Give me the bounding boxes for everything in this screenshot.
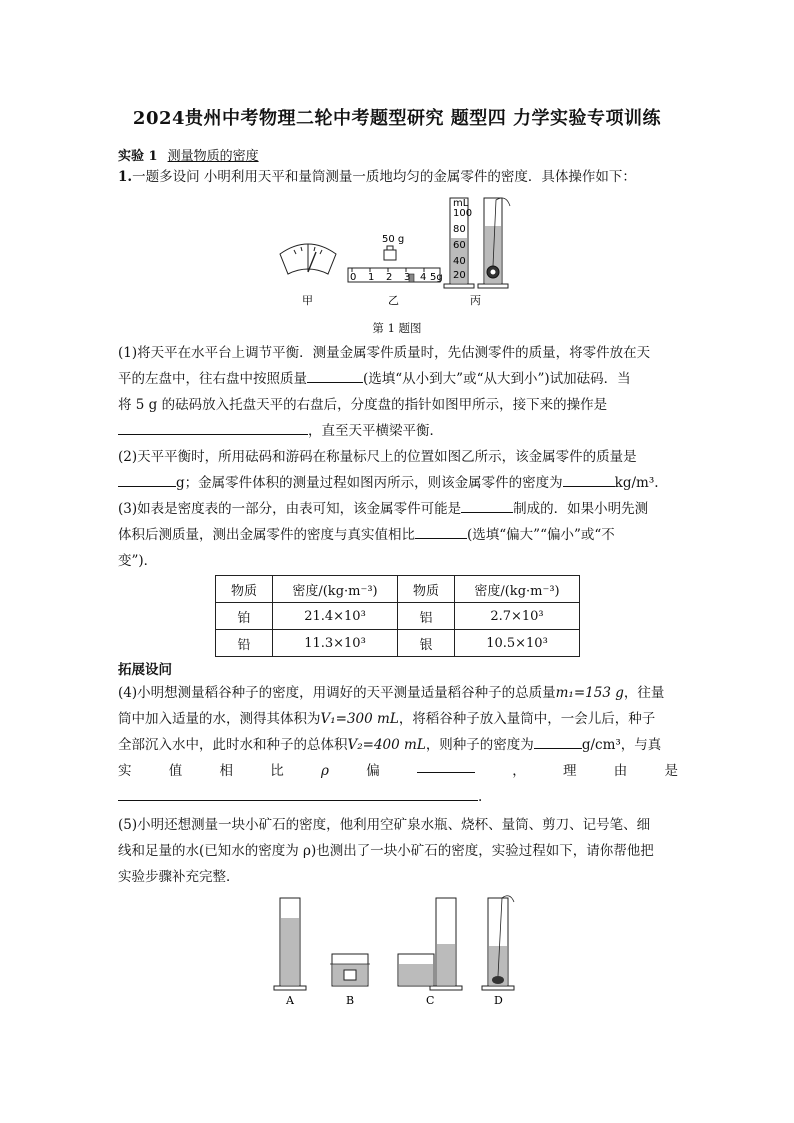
part-1-text: (选填“从小到大”或“从大到小”)试加砝码．当 (363, 371, 631, 387)
page-title: 2024贵州中考物理二轮中考题型研究 题型四 力学实验专项训练 (132, 108, 662, 129)
part-4-text: ，将稻谷种子放入量筒中，一会儿后，种子 (398, 711, 656, 727)
part-4-text: g/cm³，与真 (581, 737, 662, 753)
answer-blank-6[interactable] (415, 524, 467, 539)
table-row (216, 603, 580, 630)
part-2-unit: kg/m³. (614, 475, 659, 491)
ruler-tick-3: 3 (404, 272, 411, 283)
answer-blank-9[interactable] (118, 786, 478, 801)
part-1-line-a: (1)将天平在水平台上调节平衡．测量金属零件质量时，先估测零件的质量，将零件放在天 (118, 345, 651, 361)
table-header: 物质 (398, 576, 455, 603)
table-cell: 铅 (216, 630, 273, 657)
part-3-text: 体积后测质量，测出金属零件的密度与真实值相比 (118, 527, 415, 543)
answer-blank-8[interactable] (417, 758, 475, 773)
section-name: 测量物质的密度 (167, 149, 259, 164)
part-3-text: (选填“偏大”“偏小”或“不 (467, 527, 615, 543)
ruler-tick-0: 0 (350, 272, 357, 283)
table-header: 密度/(kg·m⁻³) (455, 576, 580, 603)
answer-blank-4[interactable] (563, 472, 615, 487)
cylinder-tick-40: 40 (453, 256, 466, 267)
part-4-word: 相 (219, 763, 233, 779)
label-jia: 甲 (302, 294, 313, 307)
question-stem: 小明利用天平和量筒测量一质地均匀的金属零件的密度．具体操作如下： (203, 169, 636, 185)
part-4-word: 由 (613, 763, 628, 779)
figure-2 (270, 892, 530, 1012)
section-heading (118, 145, 259, 164)
part-4-text: 筒中加入适量的水，测得其体积为 (118, 711, 321, 727)
part-4-math: V₂=400 mL (347, 737, 426, 753)
part-4-word: 理 (562, 763, 577, 779)
part-4-word: ， (512, 763, 526, 779)
part-4-text: (4)小明想测量稻谷种子的密度，用调好的天平测量适量稻谷种子的总质量 (118, 685, 556, 701)
table-cell: 铝 (398, 603, 455, 630)
part-4-text: ，则种子的密度为 (425, 737, 534, 753)
label-b: B (346, 994, 355, 1007)
cylinder-unit: mL (453, 198, 469, 209)
cylinder-a (274, 898, 306, 990)
question-number: 1. (118, 169, 133, 185)
part-3-line-a (118, 496, 678, 522)
table-cell: 铂 (216, 603, 273, 630)
part-4-word: ρ (321, 763, 329, 779)
figure-1 (270, 192, 530, 312)
section-number: 实验 1 (118, 149, 158, 164)
cylinder-tick-60: 60 (453, 240, 466, 251)
part-1-text: ，直至天平横梁平衡． (308, 423, 443, 439)
cylinder-d (482, 896, 514, 990)
part-4-text: ，往量 (623, 685, 665, 701)
figure-1-caption: 第 1 题图 (372, 321, 422, 335)
density-table (215, 575, 580, 657)
cylinder-tick-100: 100 (453, 208, 473, 219)
part-5-line-a: (5)小明还想测量一块小矿石的密度，他利用空矿泉水瓶、烧杯、量筒、剪刀、记号笔、细 (118, 817, 651, 833)
label-d: D (494, 994, 503, 1007)
question-1-stem (118, 164, 678, 190)
table-cell: 10.5×10³ (455, 630, 580, 657)
label-a: A (286, 994, 294, 1007)
answer-blank-7[interactable] (534, 734, 582, 749)
part-4-text: 全部沉入水中，此时水和种子的总体积 (118, 737, 348, 753)
part-2-text: g；金属零件体积的测量过程如图丙所示，则该金属零件的密度为 (176, 475, 563, 491)
beaker-c-and-cylinder (398, 898, 462, 990)
part-5-line-b: 线和足量的水(已知水的密度为 ρ)也测出了一块小矿石的密度，实验过程如下，请你帮他把 (118, 843, 654, 859)
beaker-b (330, 954, 370, 986)
part-1-line-d (118, 418, 678, 444)
part-3-text: 制成的．如果小明先测 (513, 501, 649, 517)
part-3-line-c: 变”)． (118, 553, 158, 569)
part-4-line-b (118, 706, 678, 732)
part-4-word: 比 (270, 763, 284, 779)
answer-blank-1[interactable] (307, 368, 363, 383)
part-1-line-b (118, 366, 678, 392)
table-row (216, 630, 580, 657)
table-header: 密度/(kg·m⁻³) (273, 576, 398, 603)
part-3-text: (3)如表是密度表的一部分，由表可知，该金属零件可能是 (118, 501, 462, 517)
cylinder-tick-80: 80 (453, 224, 466, 235)
table-cell: 21.4×10³ (273, 603, 398, 630)
part-2-line-b (118, 470, 678, 496)
part-4-word: 实 (118, 763, 132, 779)
part-4-math: V₁=300 mL (320, 711, 399, 727)
part-3-line-b (118, 522, 678, 548)
part-1-line-c: 将 5 g 的砝码放入托盘天平的右盘后，分度盘的指针如图甲所示，接下来的操作是 (118, 397, 608, 413)
part-4-line-a (118, 680, 678, 706)
measuring-cylinder-right (478, 198, 510, 288)
part-4-word: 值 (168, 763, 183, 779)
answer-blank-5[interactable] (461, 498, 513, 513)
label-yi: 乙 (388, 294, 399, 307)
ruler-tick-4: 4 (420, 272, 427, 283)
answer-blank-2[interactable] (118, 420, 308, 435)
part-4-math: m₁=153 g (555, 685, 624, 701)
part-4-text: . (478, 789, 483, 805)
table-header: 物质 (216, 576, 273, 603)
answer-blank-3[interactable] (118, 472, 176, 487)
label-c: C (426, 994, 435, 1007)
cylinder-tick-20: 20 (453, 270, 466, 281)
table-cell: 2.7×10³ (455, 603, 580, 630)
part-4-line-d (118, 758, 678, 784)
part-4-line-c (118, 732, 678, 758)
table-cell: 银 (398, 630, 455, 657)
ruler-tick-2: 2 (386, 272, 393, 283)
balance-dial (280, 244, 336, 274)
ruler-tick-1: 1 (368, 272, 375, 283)
part-5-line-c: 实验步骤补充完整． (118, 869, 240, 885)
table-header-row (216, 576, 580, 603)
part-4-word: 是 (664, 763, 678, 779)
table-cell: 11.3×10³ (273, 630, 398, 657)
weight-label: 50 g (382, 234, 405, 245)
part-2-line-a: (2)天平平衡时，所用砝码和游码在称量标尺上的位置如图乙所示，该金属零件的质量是 (118, 449, 637, 465)
extension-heading: 拓展设问 (118, 662, 172, 678)
question-tag: 一题多设问 (132, 169, 200, 185)
ruler-tick-5: 5g (430, 272, 443, 283)
part-4-word: 偏 (366, 763, 380, 779)
label-bing: 丙 (470, 294, 481, 307)
part-4-line-e (118, 784, 678, 810)
part-1-text: 平的左盘中，往右盘中按照质量 (118, 371, 307, 387)
